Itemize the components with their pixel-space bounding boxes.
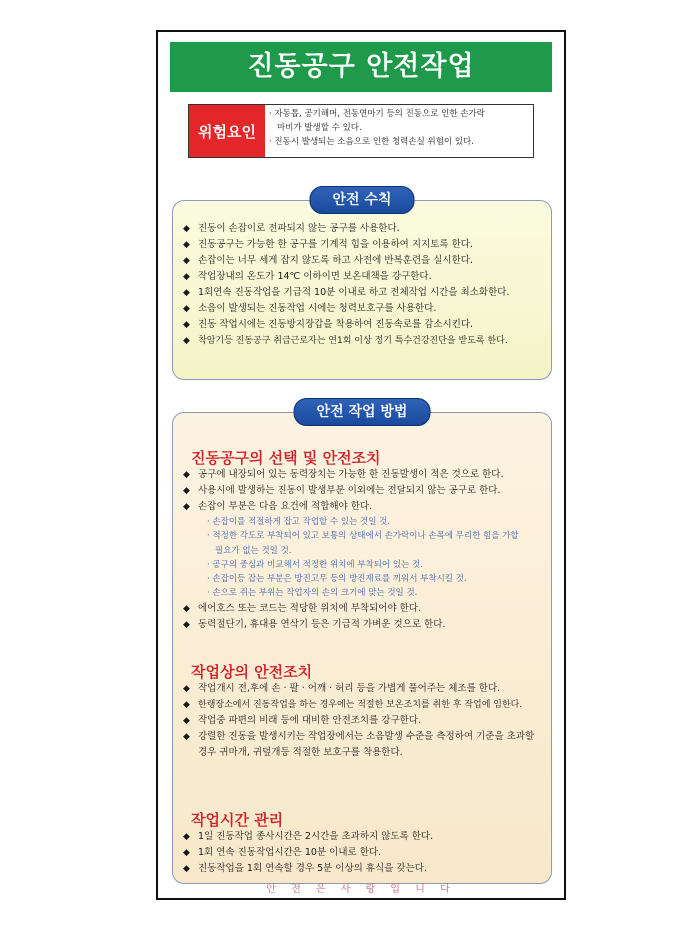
- list-item: [183, 601, 545, 617]
- bullet-icon: ◆: [183, 684, 190, 694]
- bullet-icon: ◆: [183, 320, 190, 330]
- rule-text: 손잡이는 너무 세게 잡지 않도록 하고 사전에 반복훈련을 실시한다.: [198, 255, 473, 266]
- bullet-icon: ◆: [183, 732, 190, 742]
- item-text: 1일 진동작업 종사시간은 2시간을 초과하지 않도록 한다.: [198, 831, 434, 842]
- sub-item: · 손으로 쥐는 부위는 작업자의 손의 크기에 맞는 것일 것.: [207, 588, 418, 599]
- bullet-icon: ◆: [183, 336, 190, 346]
- rule-text: 진동이 손잡이로 전파되지 않는 공구를 사용한다.: [198, 223, 400, 234]
- bullet-icon: ◆: [183, 288, 190, 298]
- bullet-icon: ◆: [183, 619, 190, 630]
- bullet-icon: ◆: [183, 272, 190, 282]
- bullet-icon: ◆: [183, 304, 190, 314]
- sub-item: · 손잡이를 적절하게 잡고 작업할 수 있는 것일 것.: [207, 517, 391, 527]
- rule-text: 소음이 발생되는 진동작업 시에는 청력보호구를 사용한다.: [198, 303, 437, 314]
- list-item: [183, 713, 545, 729]
- section-list: [183, 829, 545, 877]
- poster-title: 진동공구 안전작업: [170, 42, 552, 92]
- list-item: [183, 221, 545, 237]
- item-text: 한랭장소에서 진동작업을 하는 경우에는 적절한 보온조치를 취한 후 작업에 임한다.: [198, 700, 523, 710]
- list-item: [183, 285, 545, 301]
- hazard-line: · 진동시 발생되는 소음으로 인한 청력손실 위험이 있다.: [269, 137, 474, 147]
- safety-rules-list: [183, 221, 545, 349]
- section-title: 진동공구의 선택 및 안전조치: [191, 449, 381, 467]
- bullet-icon: ◆: [183, 603, 190, 614]
- rule-text: 진동공구는 가능한 한 공구를 기계적 힘을 이용하여 지지토록 한다.: [198, 239, 473, 250]
- bullet-icon: ◆: [183, 256, 190, 266]
- bullet-icon: ◆: [183, 716, 190, 726]
- list-item: [183, 333, 545, 349]
- section-list: [183, 467, 545, 633]
- hazard-line: · 자동톱, 공기해머, 전동연마기 등의 진동으로 인한 손가락: [269, 109, 485, 119]
- bullet-icon: ◆: [183, 486, 190, 496]
- item-text: 사용시에 발생하는 진동이 발생부분 이외에는 전달되지 않는 공구로 한다.: [198, 485, 501, 496]
- rule-text: 작업장내의 온도가 14℃ 이하이면 보온대책을 강구한다.: [198, 271, 432, 282]
- safety-poster: [156, 30, 566, 900]
- safe-work-methods-panel: [172, 404, 552, 884]
- list-item: [183, 269, 545, 285]
- safety-rules-panel: [172, 192, 552, 380]
- item-text: 작업중 파편의 비래 등에 대비한 안전조치를 강구한다.: [198, 715, 422, 726]
- item-text: 작업개시 전,후에 손 · 팔 · 어깨 · 허리 등을 가볍게 풀어주는 체조를 한다.: [198, 683, 501, 694]
- item-text: 강렬한 진동을 발생시키는 작업장에서는 소음발생 수준을 측정하여 기준을 초과할 경우 귀마개, 귀덮개등 적절한 보호구를 착용한다.: [198, 731, 535, 758]
- hazard-text: [265, 105, 533, 157]
- list-item: [183, 253, 545, 269]
- item-text: 1회 연속 진동작업시간은 10분 이내로 한다.: [198, 847, 382, 858]
- list-item: [183, 483, 545, 499]
- safety-rules-heading: 안전 수칙: [310, 186, 415, 214]
- hazard-line: 마비가 발생할 수 있다.: [277, 123, 362, 133]
- bullet-icon: ◆: [183, 864, 190, 874]
- list-item: [183, 729, 545, 761]
- sub-item: 필요가 없는 것일 것.: [215, 545, 292, 556]
- item-text: 진동작업을 1회 연속할 경우 5분 이상의 휴식을 갖는다.: [198, 863, 427, 874]
- sub-item: · 적정한 각도로 부착되어 있고 보통의 상태에서 손가락이나 손목에 무리한 힘을 가할: [207, 531, 519, 542]
- list-item: [183, 861, 545, 877]
- section-title: 작업상의 안전조치: [191, 663, 313, 681]
- hazard-label: 위험요인: [189, 105, 265, 157]
- section-list: [183, 681, 545, 761]
- item-text: 에어호스 또는 코드는 적당한 위치에 부착되어야 한다.: [198, 602, 422, 614]
- list-item: [183, 829, 545, 845]
- list-item: [183, 237, 545, 253]
- rule-text: 진동 작업시에는 진동방지장갑을 착용하여 진동속로를 감소시킨다.: [198, 319, 474, 330]
- bullet-icon: ◆: [183, 848, 190, 858]
- item-text: 손잡이 부분은 다음 요건에 적합해야 한다.: [198, 501, 373, 512]
- item-text: 공구에 내장되어 있는 동력장치는 가능한 한 진동발생이 적은 것으로 한다.: [198, 469, 504, 480]
- rule-text: 1회연속 진동작업을 기급적 10분 이내로 하고 전체작업 시간을 최소화한다.: [198, 287, 510, 298]
- sub-item: · 공구의 중심과 비교해서 적정한 위치에 부착되어 있는 것.: [207, 559, 423, 570]
- bullet-icon: ◆: [183, 832, 190, 842]
- list-item: [183, 697, 545, 713]
- list-item: [183, 617, 545, 633]
- bullet-icon: ◆: [183, 502, 190, 512]
- list-item: [183, 317, 545, 333]
- rule-text: 착암기등 진동공구 취급근로자는 연1회 이상 정기 특수건강진단을 받도록 한다.: [198, 336, 508, 346]
- sub-item: · 손잡이등 잡는 부분은 방진고무 등의 방진재료를 끼워서 부착시킬 것.: [207, 574, 467, 585]
- hazard-box: [188, 104, 534, 158]
- item-text: 동력절단기, 휴대용 연삭기 등은 기급적 가벼운 것으로 한다.: [198, 618, 446, 630]
- bullet-icon: ◆: [183, 224, 190, 234]
- section-title: 작업시간 관리: [191, 811, 284, 829]
- list-item: [183, 499, 545, 515]
- safe-work-methods-heading: 안전 작업 방법: [294, 398, 431, 426]
- list-item: [183, 845, 545, 861]
- list-item: [183, 467, 545, 483]
- bullet-icon: ◆: [183, 470, 190, 480]
- footer-slogan: 안 전 은 사 랑 입 니 다: [266, 884, 456, 895]
- bullet-icon: ◆: [183, 240, 190, 250]
- bullet-icon: ◆: [183, 700, 190, 710]
- list-item: [183, 301, 545, 317]
- list-item: [183, 681, 545, 697]
